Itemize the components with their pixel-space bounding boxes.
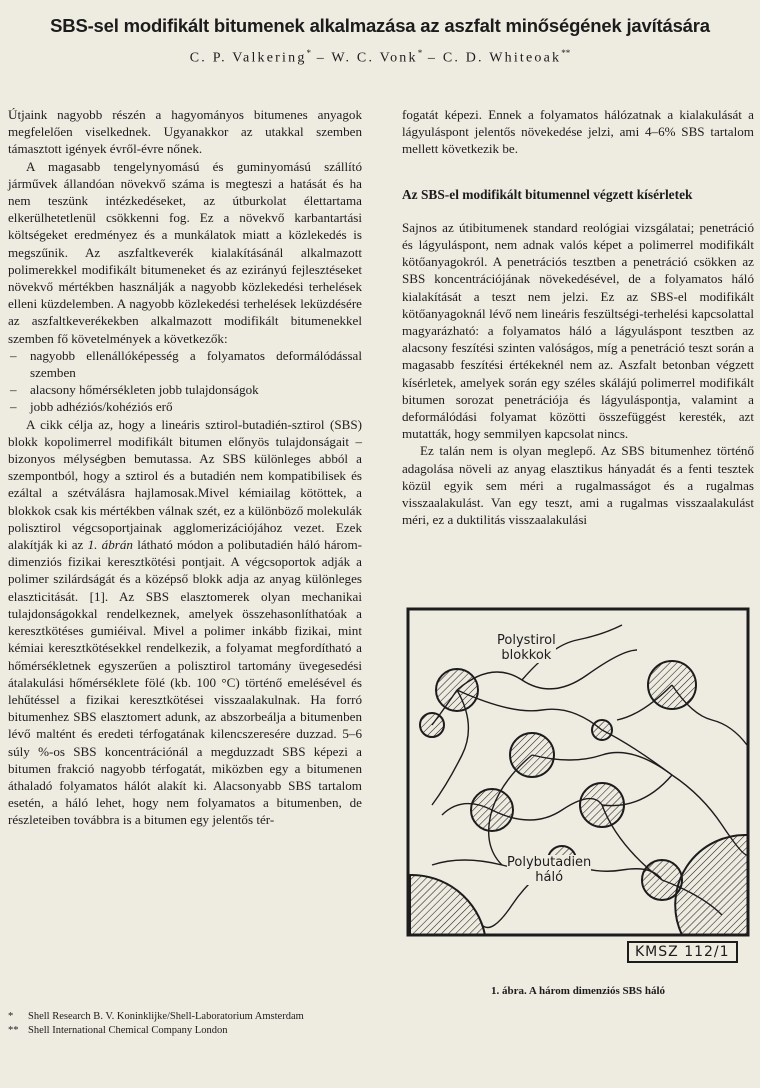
footnote-mark: *: [8, 1011, 14, 1022]
left-column: [8, 106, 362, 829]
polystyrene-domain: [580, 783, 624, 827]
requirements-list: [8, 347, 362, 416]
figure-caption: 1. ábra. A három dimenziós SBS háló: [491, 985, 665, 997]
footnote-mark: **: [8, 1025, 19, 1036]
sbs-network-illustration: [402, 605, 754, 975]
author-line: [0, 48, 760, 67]
polybutadiene-chain: [457, 690, 602, 730]
polybutadiene-label: [507, 855, 591, 885]
polystyrene-domain: [642, 860, 682, 900]
polystyrene-label: [497, 633, 556, 663]
article-title: SBS-sel modifikált bitumenek alkalmazása az aszfalt minőségének javítására: [50, 15, 710, 36]
footnote: [8, 1010, 368, 1024]
paragraph-continued: fogatát képezi. Ennek a folyamatos hálózatnak a kialakulását a lágyuláspont jelentős növekedése jelzi, ami 4–6% SBS tartalom mellett következik be.: [402, 107, 754, 157]
author-2: W. C. Vonk: [331, 50, 418, 66]
polystyrene-label-line-1: Polystirol: [497, 633, 556, 648]
polystyrene-domain: [510, 733, 554, 777]
paragraph-elastic: Ez talán nem is olyan meglepő. Az SBS bitumenhez történő adagolása növeli az anyag elasztikus hányadát és a fenti tesztek közül egyik sem méri a rugalmasságot és a rugalmas visszaalakulást. Van egy teszt, ami a rugalmas visszaalakulást méri, ez a duktilitás visszaalakulási: [402, 443, 754, 528]
author-2-mark: *: [417, 48, 423, 58]
polystyrene-domain-corner: [675, 835, 748, 935]
paragraph-intro: Útjaink nagyobb részén a hagyományos bitumenes anyagok megfelelően viselkednek. Ugyanakkor az utakkal szemben támasztott igények évről-évre nőnek.: [8, 107, 362, 157]
list-item: – jobb adhéziós/kohéziós erő: [8, 398, 362, 415]
footnote: [8, 1024, 368, 1038]
sbs-network-figure: [402, 605, 754, 975]
footnote-text: Shell International Chemical Company London: [28, 1025, 228, 1036]
author-3-mark: **: [561, 48, 571, 58]
paragraph-sbs: [8, 416, 362, 829]
figure-code: KMSZ 112/1: [627, 941, 738, 963]
polystyrene-domain-corner: [410, 875, 485, 935]
footnote-text: Shell Research B. V. Koninklijke/Shell-Laboratorium Amsterdam: [28, 1011, 304, 1022]
right-column: [402, 106, 754, 528]
author-separator: –: [311, 50, 332, 66]
section-heading: Az SBS-el modifikált bitumennel végzett kísérletek: [402, 186, 693, 202]
paragraph-traffic: A magasabb tengelynyomású és guminyomású szállító járművek állandóan növekvő száma is megteszi a hatását és ha nem teszünk intézkedéseket, az útburkolat élettartama elkerülhetetlenül csökkenni fog. Ez a növekvő karbantartási költségeket eredményez és a munkálatok miatt a közlekedés is megszűnik. Az aszfaltkeverék kialakításánál alkalmazott polimerekkel modifikált bitumeneket és az ezirányú fejlesztéseket növekvő mértékben használják a nagyobb közlekedési terhelések elleni küzdelemben. A nagyobb közlekedési terhelések leküzdésére az aszfaltkeverékekben alkalmazott modifikált bitumenekkel szemben fő követelmények a következők:: [8, 158, 362, 346]
polystyrene-domain: [471, 789, 513, 831]
author-separator: –: [422, 50, 443, 66]
polybutadiene-label-line-2: háló: [535, 870, 564, 885]
polystyrene-domain: [436, 669, 478, 711]
polybutadiene-label-line-1: Polybutadien: [507, 855, 592, 870]
paragraph-sbs-part-b: látható módon a polibutadién háló három-dimenziós fizikai keresztkötési pontjait. A végcsoportok adják a polimer szilárdságát és a középső blokk adja az anyag különleges elaszticitását. [1]. Az SBS elasztomerek olyan mechanikai tulajdonságokkal rendelkeznek, amelyek összehasonlíthatóak a keresztkötéses gumiéival. Mivel a polimer inkább fizikai, mint kémiai keresztkötésekkel rendelkezik, a folyamat megfordítható a hőmérsékletnek egyszerűen a polisztirol tartomány üvegesedési átalakulási hőmérséklete fölé (kb. 100 °C) történő emelésével és lehűtéssel a fizikai keresztkötései visszaalakulnak. Ha forró bitumenhez SBS elasztomert adunk, az abszorbeálja a bitumenben lévő maltént és eredeti térfogatának kilencszeresére duzzad. 5–6 súly %-os SBS koncentrációnál a megduzzadt SBS képezi a bitumen frakció nagyobb térfogatát, miközben egy a bitumenen áthaladó folyamatos hálót alakít ki. Alacsonyabb SBS tartalom esetén, a háló lehet, hogy nem folyamatos a bitumenben, de részleteiben továbbra is a bitumen egy jelentős tér-: [8, 537, 362, 828]
polystyrene-domain: [592, 720, 612, 740]
author-3: C. D. Whiteoak: [442, 50, 562, 66]
polystyrene-domain: [420, 713, 444, 737]
author-1: C. P. Valkering: [189, 50, 307, 66]
paragraph-sbs-part-a: A cikk célja az, hogy a lineáris sztirol-butadién-sztirol (SBS) blokk kopolimerrel modifikált bitumen előnyös tulajdonságait – bizonyos mélységben bemutassa. Az SBS különleges abból a szempontból, hogy a sztirol és a butadién nem kompatibilisek és ezáltal a szétválásra hajlamosak.Mivel kémiailag kötöttek, a blokkok csak kis mértékben válnak szét, ez a különböző molekulák polisztirol végcsoportjainak agglomerizációjához vezet. Ezek alakítják ki az: [8, 416, 362, 553]
list-item: – alacsony hőmérsékleten jobb tulajdonságok: [8, 381, 362, 398]
polystyrene-domain: [648, 661, 696, 709]
paragraph-rheology: Sajnos az útibitumenek standard reológiai vizsgálatai; penetráció és lágyuláspont, nem adnak valós képet a polimerrel modifikált kötőanyagokról. A penetrációs tesztben a penetráció csökken az SBS koncentrációjának növekedésével, de a folyamatos háló kialakítását a teszt nem jelzi. Ez az SBS-el modifikált kötőanyagoknál lévő nem lineáris feszültségi-terhelési kapcsolattal magyarázható: a folyamatos háló a lágyuláspont tesztben az alacsony feszítési szinten valóságos, míg a penetráció teszt során a magasabb feszítési értékeknél nem az. Aszfalt betonban végzett kísérletek, amelyek során egy széles skálájú polimerrel modifikált bitumen sorozat penetrációja és lágyuláspontja, valamint a deformálódási folyamat közötti összefüggést keresték, azt mutatták, hogy semmilyen kapcsolat nincs.: [402, 219, 754, 442]
footnotes: [8, 1010, 368, 1038]
figure-reference: 1. ábrán: [87, 537, 133, 553]
author-1-mark: *: [306, 48, 312, 58]
polystyrene-label-line-2: blokkok: [501, 648, 552, 663]
list-item: – nagyobb ellenállóképesség a folyamatos deformálódással szemben: [8, 347, 362, 381]
